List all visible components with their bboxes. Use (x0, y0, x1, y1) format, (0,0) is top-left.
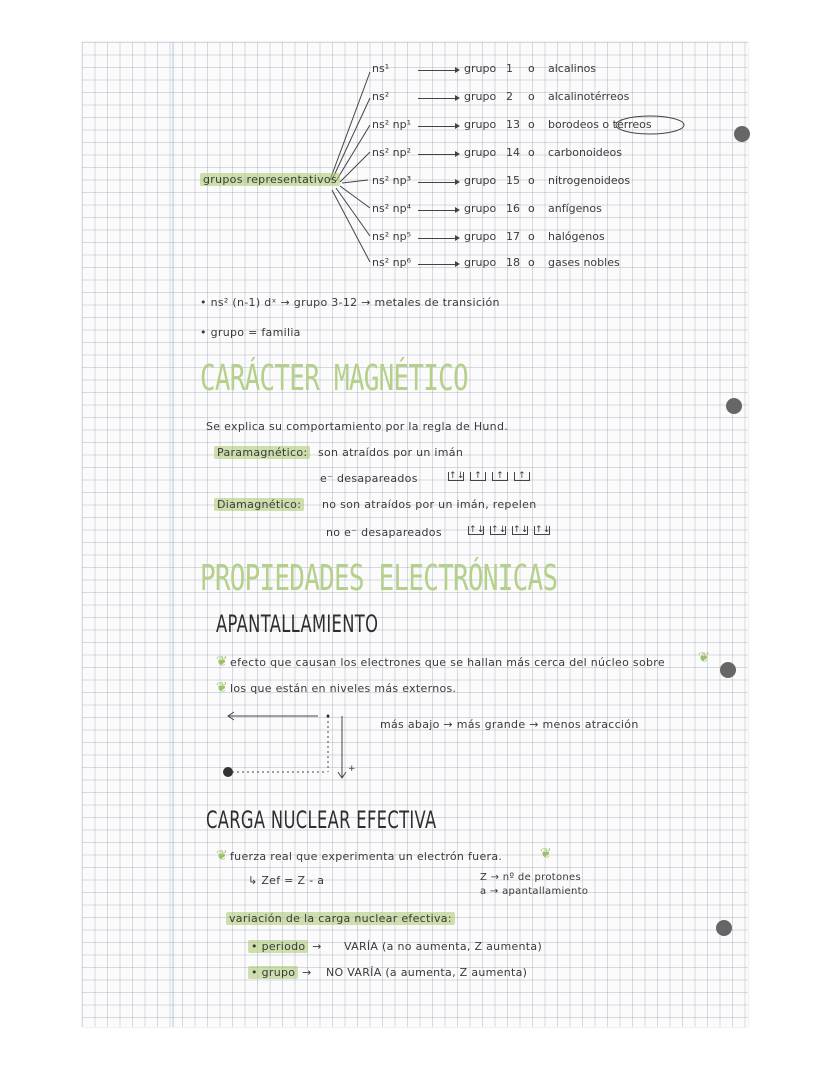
arrow-icon (418, 126, 458, 127)
o-separator: o (528, 62, 535, 75)
magnetico-title: CARÁCTER MAGNÉTICO (200, 358, 468, 399)
grupo-name: carbonoideos (548, 146, 622, 159)
grupo-name: borodeos o térreos (548, 118, 652, 131)
apantallamiento-line1: efecto que causan los electrones que se hallan más cerca del núcleo sobre (230, 656, 665, 669)
paramagnetico-orbitals: ↑↓ ↑ ↑ ↑ (448, 468, 536, 481)
grupo-number: 18 (506, 256, 520, 269)
apantallamiento-title: APANTALLAMIENTO (216, 610, 379, 638)
o-separator: o (528, 202, 535, 215)
plus-sign: + (348, 764, 356, 774)
apantallamiento-trend: más abajo → más grande → menos atracción (380, 718, 639, 731)
grupos-representativos-label: grupos representativos (200, 173, 340, 186)
o-separator: o (528, 256, 535, 269)
o-separator: o (528, 146, 535, 159)
electron-config: ns² np⁵ (372, 230, 411, 243)
carga-definition: fuerza real que experimenta un electrón fuera. (230, 850, 503, 863)
leaf-icon: ❦ (216, 680, 228, 696)
carga-title: CARGA NUCLEAR EFECTIVA (206, 806, 437, 834)
paramagnetico-sub: e⁻ desapareados (320, 472, 418, 485)
paramagnetico-label: Paramagnético: (214, 446, 310, 459)
familia-note: • grupo = familia (200, 326, 301, 339)
carga-formula: ↳ Zef = Z - a (248, 874, 325, 887)
arrow-icon (418, 264, 458, 265)
diamagnetico-orbitals: ↑↓ ↑↓ ↑↓ ↑↓ (469, 525, 551, 535)
electron-config: ns² np⁴ (372, 202, 411, 215)
grupo-name: gases nobles (548, 256, 620, 269)
leaf-icon: ❦ (216, 654, 228, 670)
grupo-word: grupo (464, 230, 497, 243)
electron-config: ns² np³ (372, 174, 411, 187)
electron-config: ns¹ (372, 62, 390, 75)
arrow-icon (418, 98, 458, 99)
arrow-icon (418, 210, 458, 211)
leaf-icon: ❦ (698, 650, 710, 666)
grupo-label: • grupo → (248, 966, 312, 979)
arrow-icon (418, 70, 458, 71)
magnetico-intro: Se explica su comportamiento por la regla de Hund. (206, 420, 509, 433)
grupo-name: alcalinotérreos (548, 90, 630, 103)
electron-config: ns² (372, 90, 390, 103)
arrow-icon (418, 154, 458, 155)
diamagnetico-text: no son atraídos por un imán, repelen (322, 498, 537, 511)
grupo-word: grupo (464, 118, 497, 131)
grupo-word: grupo (464, 202, 497, 215)
grupo-number: 1 (506, 62, 513, 75)
grupo-number: 14 (506, 146, 520, 159)
grupo-word: grupo (464, 90, 497, 103)
carga-legend-a: a → apantallamiento (480, 886, 589, 897)
grupo-word: grupo (464, 146, 497, 159)
apantallamiento-line2: los que están en niveles más externos. (230, 682, 457, 695)
grupo-name: anfígenos (548, 202, 602, 215)
o-separator: o (528, 90, 535, 103)
diamagnetico-sub: no e⁻ desapareados (326, 526, 442, 539)
arrow-icon (418, 182, 458, 183)
electron-config: ns² np¹ (372, 118, 411, 131)
diamagnetico-label: Diamagnético: (214, 498, 304, 511)
electron-config: ns² np² (372, 146, 411, 159)
periodo-label: • periodo → (248, 940, 322, 953)
grupo-word: grupo (464, 62, 497, 75)
grupo-name: nitrogenoideos (548, 174, 631, 187)
grupo-word: grupo (464, 174, 497, 187)
grupo-number: 15 (506, 174, 520, 187)
grupo-word: grupo (464, 256, 497, 269)
variacion-label: variación de la carga nuclear efectiva: (226, 912, 455, 925)
grupo-number: 13 (506, 118, 520, 131)
grupo-text: NO VARÍA (a aumenta, Z aumenta) (326, 966, 528, 979)
propiedades-title: PROPIEDADES ELECTRÓNICAS (200, 558, 558, 599)
leaf-icon: ❦ (540, 846, 552, 862)
periodo-text: VARÍA (a no aumenta, Z aumenta) (344, 940, 543, 953)
grupo-number: 2 (506, 90, 513, 103)
paramagnetico-text: son atraídos por un imán (318, 446, 464, 459)
electron-config: ns² np⁶ (372, 256, 411, 269)
o-separator: o (528, 174, 535, 187)
o-separator: o (528, 118, 535, 131)
grupo-number: 17 (506, 230, 520, 243)
grupo-number: 16 (506, 202, 520, 215)
transicion-note: • ns² (n-1) dˣ → grupo 3-12 → metales de transición (200, 296, 500, 309)
leaf-icon: ❦ (216, 848, 228, 864)
carga-legend-z: Z → nº de protones (480, 872, 581, 883)
o-separator: o (528, 230, 535, 243)
arrow-icon (418, 238, 458, 239)
grupo-name: halógenos (548, 230, 605, 243)
grupo-name: alcalinos (548, 62, 597, 75)
